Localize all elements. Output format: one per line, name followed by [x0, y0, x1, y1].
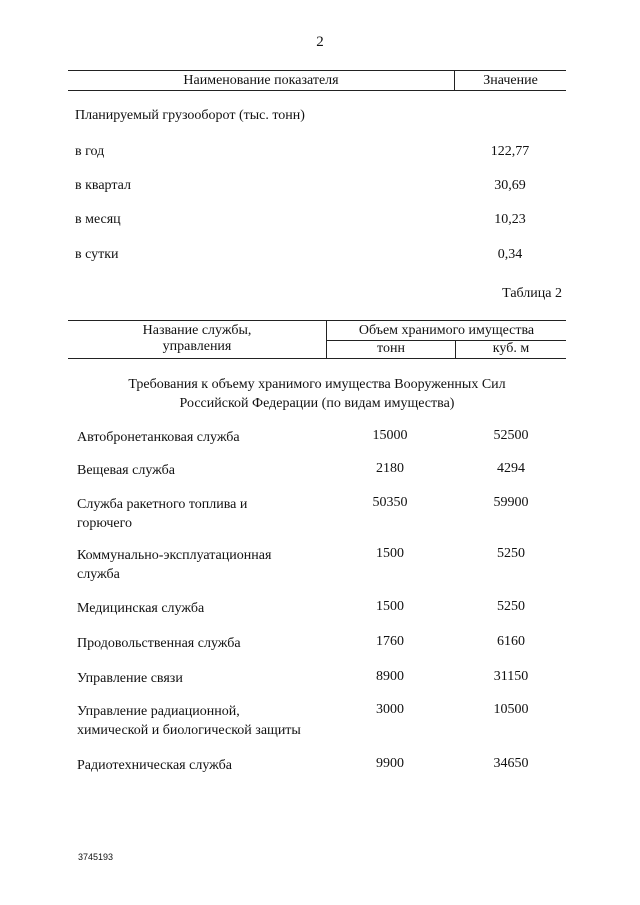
table2-row-name — [77, 756, 347, 775]
table2-row-name-line1: Продовольственная служба — [77, 636, 241, 651]
table2-row-name-line1: Медицинская служба — [77, 601, 205, 616]
table1-row-label: в месяц — [75, 212, 121, 227]
table1-header-value: Значение — [483, 73, 538, 88]
table2-section-title-line1: Требования к объему хранимого имущества Вооруженных Сил — [128, 377, 506, 392]
table2-row-name-line1: Радиотехническая служба — [77, 758, 232, 773]
table1-row-value: 30,69 — [494, 178, 526, 193]
table2-row-name — [77, 599, 347, 618]
table2-header-name — [68, 323, 326, 355]
table2-row-name-line1: Вещевая служба — [77, 463, 175, 478]
table2-row-name — [77, 702, 347, 740]
table1-row-label: в год — [75, 144, 105, 159]
table2-row-cubic: 10500 — [493, 702, 529, 717]
table2-row-tonn: 1760 — [376, 634, 404, 649]
table2-row-name-line1: Автобронетанковая служба — [77, 430, 240, 445]
table1-row-value: 0,34 — [497, 247, 523, 262]
table2-header-name-line2: управления — [162, 339, 232, 354]
table2-row-cubic: 6160 — [497, 634, 525, 649]
table2-caption: Таблица 2 — [502, 286, 562, 301]
table2-row-name-line2: химической и биологической защиты — [77, 723, 301, 738]
table2-header — [68, 320, 566, 359]
table2-header-volume: Объем хранимого имущества — [358, 323, 535, 338]
table1-header-name: Наименование показателя — [183, 73, 339, 88]
table2-row-name — [77, 546, 347, 584]
table2-row-cubic: 34650 — [493, 756, 529, 771]
table2-row-tonn: 3000 — [376, 702, 404, 717]
table2-header-cubic: куб. м — [492, 341, 530, 356]
table2-row-name-line2: горючего — [77, 516, 132, 531]
table2-row-tonn: 1500 — [376, 599, 404, 614]
table2-row-tonn: 50350 — [372, 495, 408, 510]
table2-row-cubic: 59900 — [493, 495, 529, 510]
table2-row-name — [77, 495, 347, 533]
table2-row-name-line1: Управление радиационной, — [77, 704, 240, 719]
table1-row-label: в квартал — [75, 178, 131, 193]
table2-row-tonn: 8900 — [376, 669, 404, 684]
table1-section-title: Планируемый грузооборот (тыс. тонн) — [75, 108, 305, 123]
table2-row-tonn: 9900 — [376, 756, 404, 771]
document-number: 3745193 — [78, 852, 114, 862]
table1-header — [68, 70, 566, 91]
table1-row-value: 122,77 — [490, 144, 530, 159]
table2-row-tonn: 1500 — [376, 546, 404, 561]
table2-row-tonn: 2180 — [376, 461, 404, 476]
table2-section-title-line2: Российской Федерации (по видам имущества) — [179, 396, 455, 411]
table2-row-name — [77, 669, 347, 688]
page-number: 2 — [316, 34, 324, 50]
table2-row-name-line1: Коммунально-эксплуатационная — [77, 548, 272, 563]
table2-row-name — [77, 634, 347, 653]
table2-header-name-line1: Название службы, — [142, 323, 252, 338]
table2-section-title — [68, 375, 566, 413]
table2-row-cubic: 4294 — [497, 461, 525, 476]
table1-row-value: 10,23 — [494, 212, 526, 227]
table2-header-tonn: тонн — [377, 341, 405, 356]
table2-row-name — [77, 428, 347, 447]
table2-row-cubic: 5250 — [497, 599, 525, 614]
table2-row-tonn: 15000 — [372, 428, 408, 443]
table2-row-name-line1: Управление связи — [77, 671, 183, 686]
table2-row-cubic: 31150 — [493, 669, 529, 684]
table2-row-cubic: 52500 — [493, 428, 529, 443]
table2-row-name — [77, 461, 347, 480]
table2-row-name-line2: служба — [77, 567, 120, 582]
table2-row-cubic: 5250 — [497, 546, 525, 561]
table2-row-name-line1: Служба ракетного топлива и — [77, 497, 248, 512]
table1-row-label: в сутки — [75, 247, 119, 262]
